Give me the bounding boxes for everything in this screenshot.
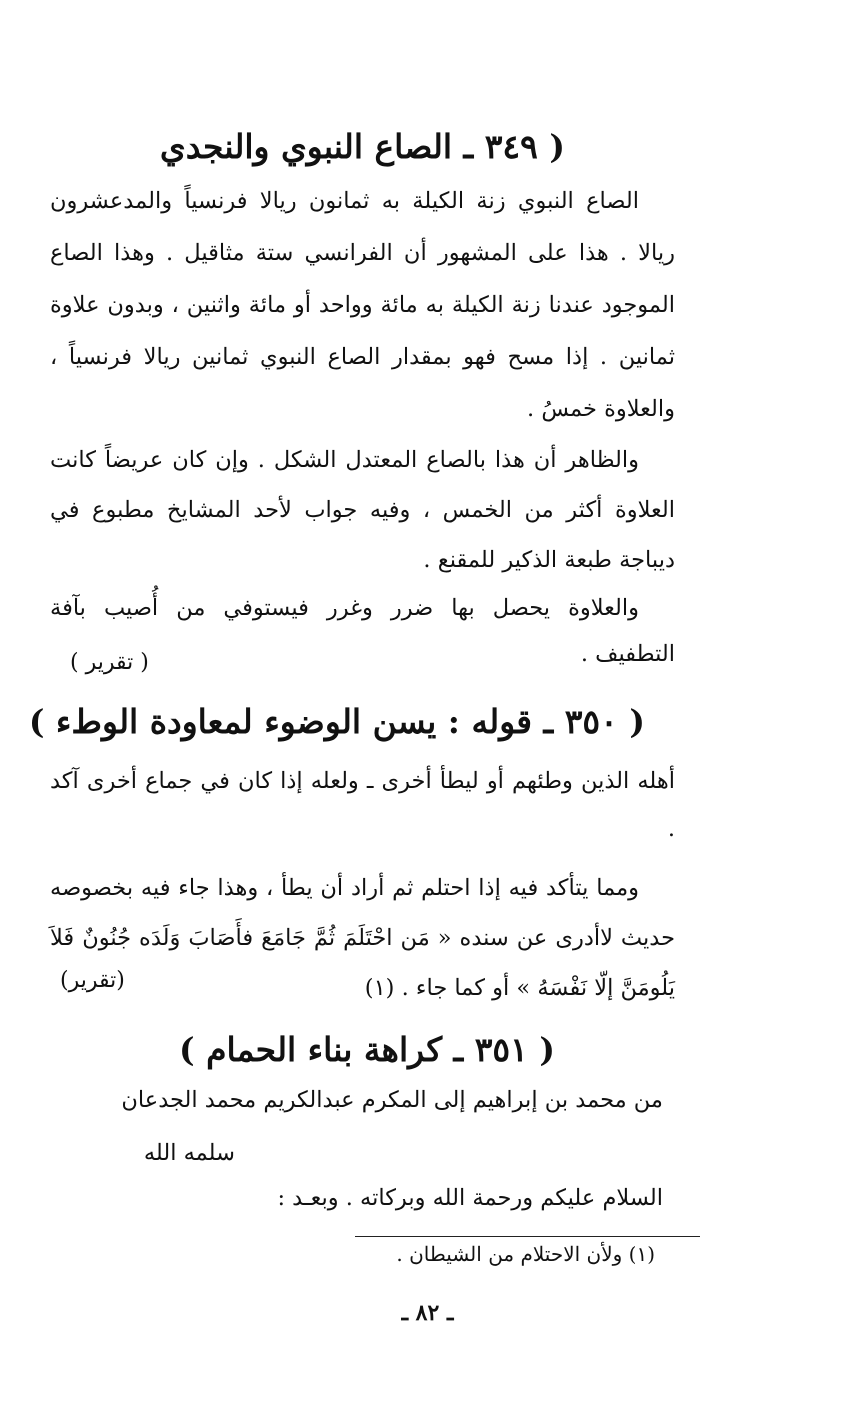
paragraph: والعلاوة يحصل بها ضرر وغرر فيستوفي من أُصيب بآفة التطفيف . — [50, 595, 675, 667]
paragraph: الصاع النبوي زنة الكيلة به ثمانون ريالا فرنسياً والمدعشرون ريالا . هذا على المشهور أن الفرانسي ستة مثاقيل . وهذا الصاع الموجود عندنا زنة الكيلة به مائة وواحد أو مائة واثنين ، وبدون علاوة ثمانين . إذا مسح فهو بمقدار الصاع النبوي ثمانين ريالا فرنسياً ، والعلاوة خمسُ . — [50, 188, 675, 422]
report-note: ( تقرير ) — [70, 650, 149, 675]
letter-address-line: من محمد بن إبراهيم إلى المكرم عبدالكريم محمد الجدعان — [121, 1087, 663, 1113]
footnote-divider — [355, 1236, 700, 1237]
page-number: ـ ٨٢ ـ — [401, 1300, 454, 1326]
section-heading-351: ( ٣٥١ ـ كراهة بناء الحمام ) — [178, 1030, 555, 1069]
section-heading-349: ( ٣٤٩ ـ الصاع النبوي والنجدي — [159, 127, 565, 166]
paragraph: والظاهر أن هذا بالصاع المعتدل الشكل . وإن كان عريضاً كانت العلاوة أكثر من الخمس ، وفيه جواب لأحد المشايخ مطبوع في ديباجة طبعة الذكير للمقنع . — [50, 447, 675, 573]
footnote: (١) ولأن الاحتلام من الشيطان . — [396, 1242, 655, 1266]
letter-blessing-line: سلمه الله — [143, 1140, 235, 1166]
report-note: (تقرير) — [60, 968, 125, 993]
paragraph: ومما يتأكد فيه إذا احتلم ثم أراد أن يطأ ، وهذا جاء فيه بخصوصه حديث لاأدرى عن سنده « مَن احْتَلَمَ ثُمَّ جَامَعَ فأَصَابَ وَلَدَه جُنُونٌ فَلاَ يَلُومَنَّ إلّا نَفْسَهُ » أو كما جاء . (١) — [50, 875, 675, 1001]
paragraph: أهله الذين وطئهم أو ليطأ أخرى ـ ولعله إذا كان في جماع أخرى آكد . — [50, 768, 675, 842]
letter-greeting-line: السلام عليكم ورحمة الله وبركاته . وبعـد : — [277, 1185, 663, 1211]
section-heading-350: ( ٣٥٠ ـ قوله : يسن الوضوء لمعاودة الوطء ) — [28, 702, 645, 741]
